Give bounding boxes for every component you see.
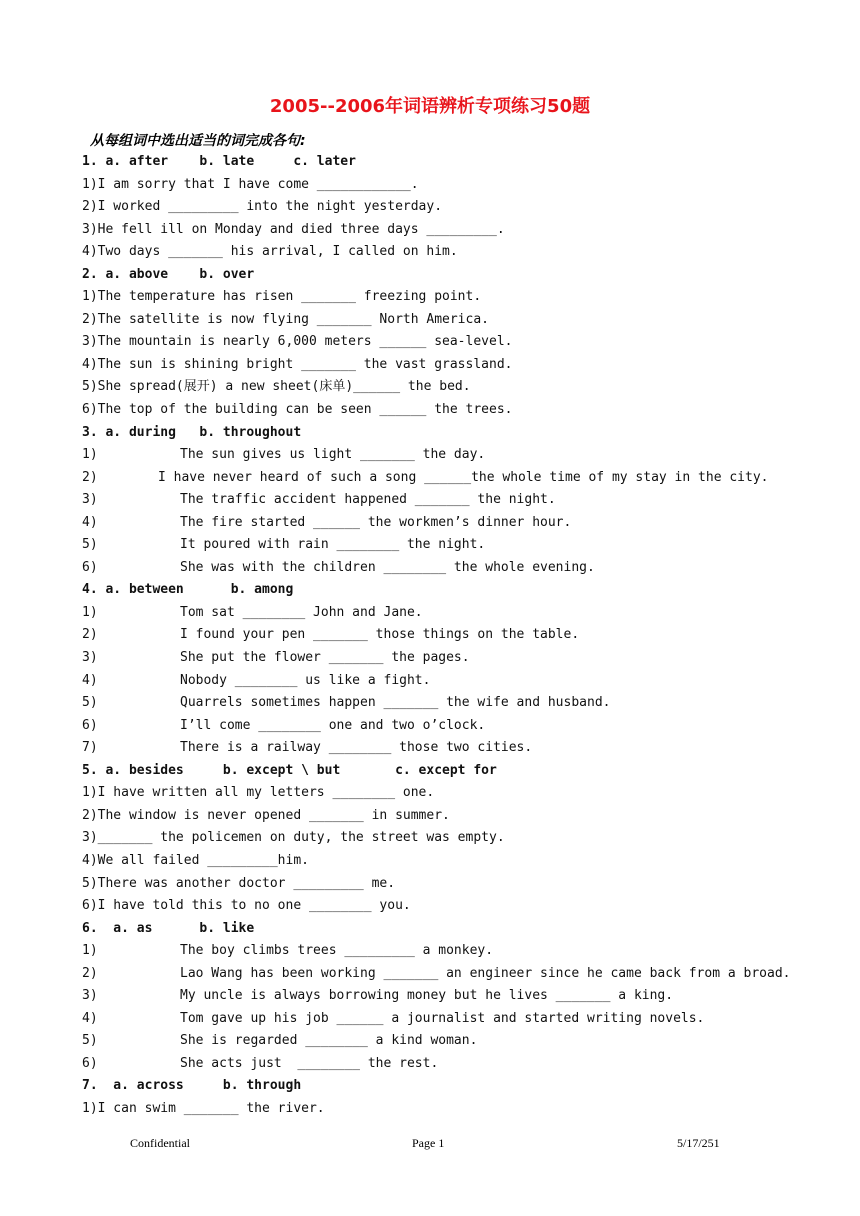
item-text: She was with the children ________ the whole evening. — [180, 559, 595, 575]
exercise-line — [82, 963, 842, 986]
item-text: It poured with rain ________ the night. — [180, 537, 486, 553]
question-group-header: 1. a. after b. late c. later — [82, 154, 356, 169]
item-number: 6) — [82, 717, 98, 733]
item-number: 3) — [82, 650, 98, 666]
item-text: The boy climbs trees _________ a monkey. — [180, 943, 494, 959]
item-number: 5) — [82, 537, 98, 553]
item-number: 1) — [82, 604, 98, 620]
item-text: The traffic accident happened _______ the night. — [180, 492, 556, 508]
exercise-line — [82, 647, 842, 670]
exercise-line — [82, 1008, 842, 1031]
item-number: 4) — [82, 1010, 98, 1026]
footer-date: 5/17/251 — [677, 1136, 720, 1150]
exercise-line — [82, 467, 842, 490]
exercise-line — [82, 489, 842, 512]
item-text: My uncle is always borrowing money but he lives _______ a king. — [180, 988, 674, 1004]
item-text: Nobody ________ us like a fight. — [180, 672, 431, 688]
item-text: Quarrels sometimes happen _______ the wife and husband. — [180, 695, 611, 711]
item-number: 7) — [82, 740, 98, 756]
item-number: 3) — [82, 492, 98, 508]
exercise-line — [82, 692, 842, 715]
item-number: 3) — [82, 988, 98, 1004]
exercise-line: 6)The top of the building can be seen ______ the trees. — [82, 402, 513, 418]
page-title: 2005--2006年词语辨析专项练习50题 — [269, 96, 591, 117]
question-group-header: 6. a. as b. like — [82, 920, 255, 936]
exercise-line: 3)_______ the policemen on duty, the street was empty. — [82, 830, 505, 846]
exercise-line — [82, 557, 842, 580]
item-number: 4) — [82, 672, 98, 688]
item-number: 5) — [82, 695, 98, 711]
exercise-line: 5)She spread(展开) a new sheet(床单)______ the bed. — [82, 379, 471, 395]
exercise-line: 4)We all failed _________him. — [82, 852, 309, 868]
item-number: 2) — [82, 627, 98, 643]
exercise-line: 1)I have written all my letters ________ one. — [82, 785, 435, 801]
exercise-line: 1)I am sorry that I have come ____________. — [82, 176, 419, 192]
exercise-line — [82, 534, 842, 557]
exercise-line — [82, 737, 842, 760]
exercise-line: 4)Two days _______ his arrival, I called on him. — [82, 244, 458, 260]
exercise-line: 1)The temperature has risen _______ freezing point. — [82, 289, 482, 305]
item-number: 5) — [82, 1033, 98, 1049]
question-group-header: 5. a. besides b. except \ but c. except for — [82, 762, 497, 778]
exercise-line: 3)He fell ill on Monday and died three days _________. — [82, 221, 505, 237]
item-number: 2) — [82, 965, 98, 981]
question-group-header: 3. a. during b. throughout — [82, 424, 302, 440]
exercise-line — [82, 1053, 842, 1076]
exercise-line — [82, 602, 842, 625]
exercise-line — [82, 715, 842, 738]
exercise-line: 2)I worked _________ into the night yesterday. — [82, 199, 443, 215]
exercise-line: 6)I have told this to no one ________ you. — [82, 898, 411, 914]
footer-confidential: Confidential — [130, 1136, 190, 1150]
question-group-header: 7. a. across b. through — [82, 1078, 302, 1094]
item-text: I’ll come ________ one and two o’clock. — [180, 717, 486, 733]
item-number: 4) — [82, 514, 98, 530]
exercise-line: 5)There was another doctor _________ me. — [82, 875, 396, 891]
exercise-line — [82, 670, 842, 693]
footer-page-number: Page 1 — [412, 1136, 445, 1150]
item-number: 1) — [82, 447, 98, 463]
item-text: The fire started ______ the workmen’s dinner hour. — [180, 514, 572, 530]
question-group-header: 4. a. between b. among — [82, 582, 294, 598]
item-text: She put the flower _______ the pages. — [180, 650, 470, 666]
item-text: She acts just ________ the rest. — [180, 1055, 439, 1071]
exercise-line: 3)The mountain is nearly 6,000 meters ______ sea-level. — [82, 334, 513, 350]
exercise-list — [82, 151, 842, 1121]
exercise-line — [82, 444, 842, 467]
item-text: I found your pen _______ those things on the table. — [180, 627, 580, 643]
exercise-line — [82, 624, 842, 647]
exercise-line — [82, 512, 842, 535]
exercise-line: 1)I can swim _______ the river. — [82, 1100, 325, 1116]
item-number: 2) — [82, 469, 98, 485]
item-text: Tom gave up his job ______ a journalist and started writing novels. — [180, 1010, 705, 1026]
item-number: 6) — [82, 1055, 98, 1071]
item-text: Tom sat ________ John and Jane. — [180, 604, 423, 620]
exercise-line: 2)The window is never opened _______ in summer. — [82, 807, 450, 823]
exercise-line: 2)The satellite is now flying _______ North America. — [82, 311, 489, 327]
instructions: 从每组词中选出适当的词完成各句: — [90, 133, 306, 149]
item-text: Lao Wang has been working _______ an engineer since he came back from a broad. — [180, 965, 791, 981]
exercise-line — [82, 985, 842, 1008]
exercise-line — [82, 940, 842, 963]
item-number: 6) — [82, 559, 98, 575]
question-group-header: 2. a. above b. over — [82, 266, 255, 282]
item-text: There is a railway ________ those two cities. — [180, 740, 533, 756]
exercise-line: 4)The sun is shining bright _______ the vast grassland. — [82, 356, 513, 372]
item-text: The sun gives us light _______ the day. — [180, 447, 486, 463]
item-text: I have never heard of such a song ______the whole time of my stay in the city. — [158, 469, 769, 485]
item-text: She is regarded ________ a kind woman. — [180, 1033, 478, 1049]
item-number: 1) — [82, 943, 98, 959]
exercise-line — [82, 1030, 842, 1053]
